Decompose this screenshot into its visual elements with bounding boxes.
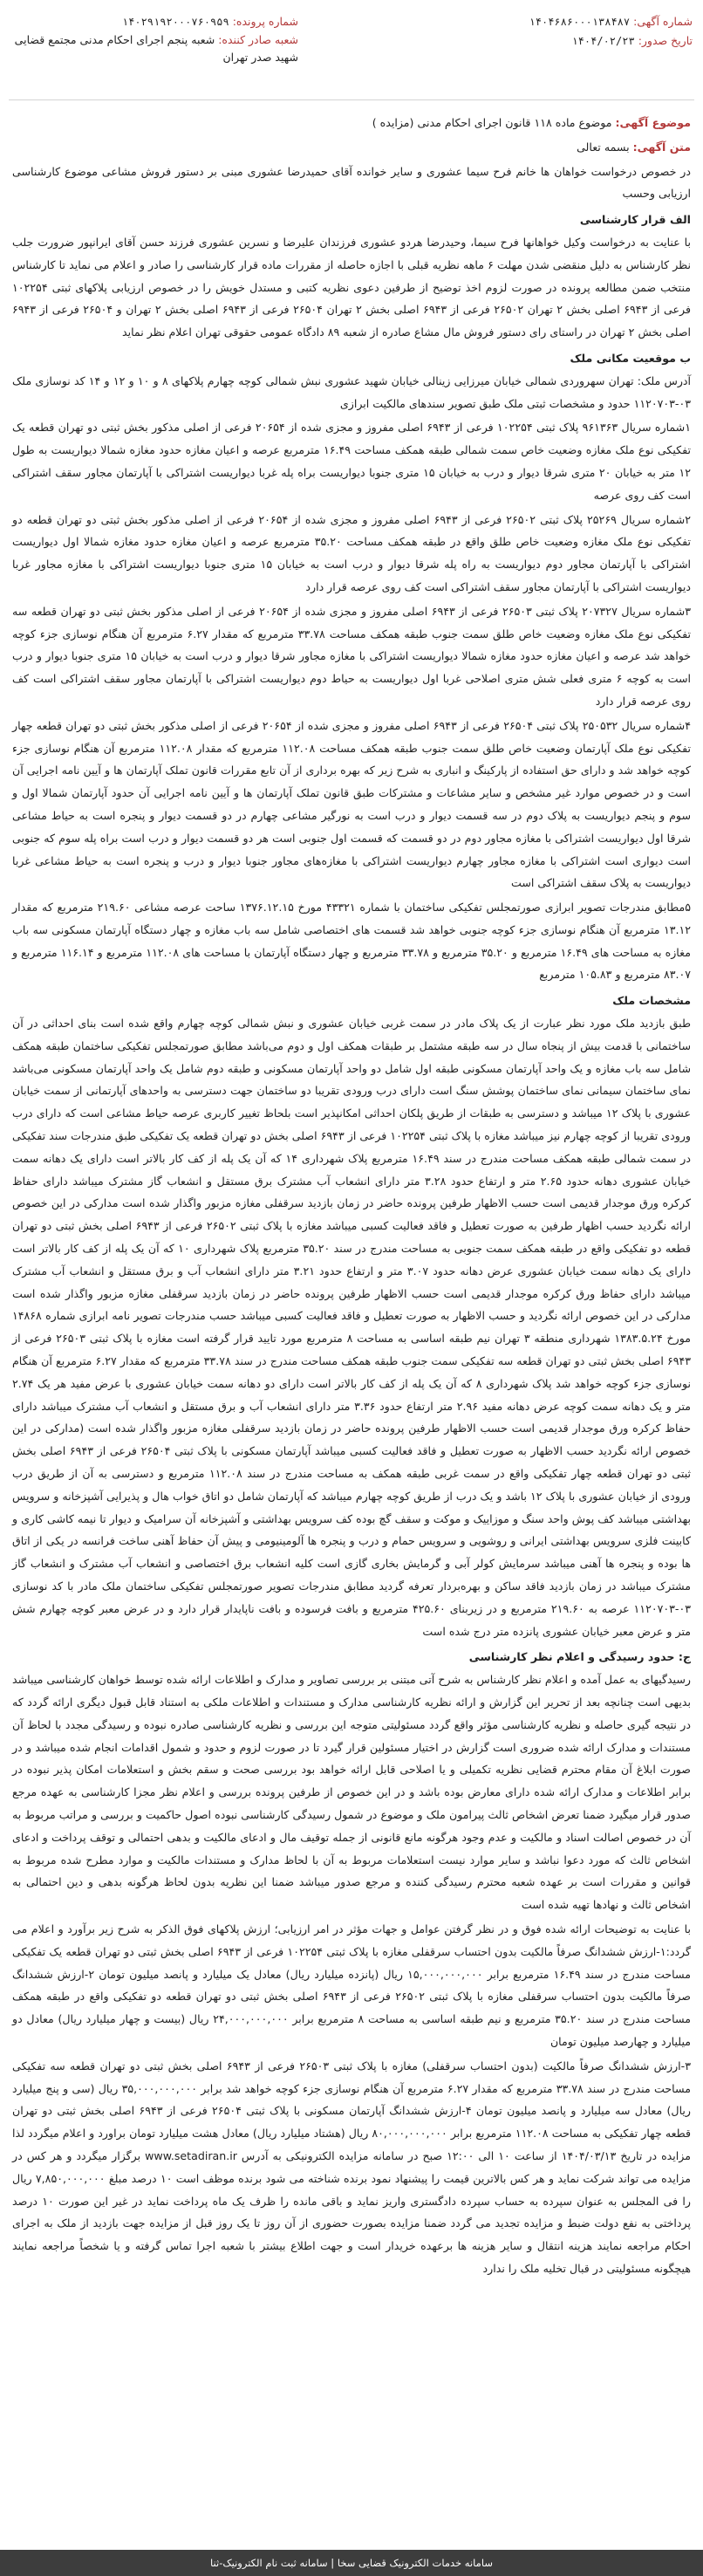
section-a-title: الف قرار کارشناسی [579, 213, 691, 227]
notice-header [10, 12, 693, 92]
section-b-title: ب موقعیت مکانی ملک [570, 351, 691, 365]
plaque-item-4: ۴شماره سریال ۲۵۰۵۳۲ پلاک ثبتی ۲۶۵۰۴ فرعی از ۶۹۴۳ اصلی مفروز و مجزی شده از ۲۰۶۵۴ فرعی از اصلی مذکور بخش ثبتی دو تهران قطعه چهار تفکیکی نوع ملک آپارتمان وضعیت خاص طلق سمت جنوب طبقه همکف مساحت ۱۱۲.۰۸ مترمربع که مقدار ۱۱۲.۰۸ مترمربع آن هنگام نوسازی جزء کوچه خواهد شد و دارای حق استفاده از پارکینگ و انباری به شرح زیر که بهره برداری از آن تابع مقررات قانون تملک آپارتمان ها و آیین نامه اجرایی آن است و در خصوص موارد غیر مشخص و سایر مشاعات و مشترکات طبق قانون تملک آپارتمان ها و آیین نامه اجرایی آن حدود آپارتمان شمالا اول و سوم و پنجم دیواریست به پلاک دوم در سه قسمت دیوار و درب است به نورگیر مشاعی چهارم در دو قسمت دیوار و پنجره است به حیاط مشاعی شرقا اول دیواریست اشتراکی با مغازه مجاور دوم در دو قسمت که قسمت اول جنوبی است هر دو قسمت دیوار و درب است براه پله سوم که جنوبی است دیواری است اشتراکی با مغازه مجاور چهارم دیواریست اشتراکی با مغازه‌های مجاور جنوبا دیوار و درب و پنجره است به حیاط مشاعی غربا دیواریست به پلاک سقف اشتراکی است [12, 718, 692, 890]
issuer-value: شعبه پنجم اجرای احکام مدنی مجتمع قضایی شهید صدر تهران [14, 33, 298, 64]
issuer-label: شعبه صادر کننده: [218, 33, 298, 46]
plaque-item-2: ۲شماره سریال ۲۵۲۶۹ پلاک ثبتی ۲۶۵۰۲ فرعی از ۶۹۴۳ اصلی مفروز و مجزی شده از ۲۰۶۵۴ فرعی از اصلی مذکور بخش ثبتی دو تهران قطعه دو تفکیکی نوع ملک مغازه وضعیت خاص طلق واقع در طبقه همکف مساحت ۳۵.۲۰ مترمربع عرصه و اعیان مغازه حدود مغازه شمالا اول دیواریست اشتراکی با آپارتمان مجاور دوم دیواریست به راه پله شرقا دیوار و درب است به خیابان ۱۵ متری جنوبا دیواریست اشتراکی با مغازه مجاور غربا دیواریست اشتراکی با آپارتمان مجاور سقف اشتراکی است کف روی عرصه قرار دارد [12, 512, 692, 593]
case-number-row [10, 12, 298, 31]
plaque-item-3: ۳شماره سریال ۲۰۷۳۲۷ پلاک ثبتی ۲۶۵۰۳ فرعی از ۶۹۴۳ اصلی مفروز و مجزی شده از ۲۰۶۵۴ فرعی از اصلی مذکور بخش ثبتی دو تهران قطعه سه تفکیکی نوع ملک مغازه وضعیت خاص طلق سمت جنوب طبقه همکف مساحت ۳۳.۷۸ مترمربع که مقدار ۶.۲۷ مترمربع آن هنگام نوسازی جزء کوچه خواهد شد عرصه و اعیان مغازه حدود مغازه شمالا دیواریست اشتراکی با مغازه مجاور شرقا دیوار و درب است به خیابان ۱۵ متری جنوبا دیوار و درب است به کوچه ۶ متری فعلی شش متری اصلاحی غربا اول دیواریست به حیاط دوم دیواریست اشتراکی با آپارتمان مجاور سقف اشتراکی است کف روی عرصه قرار دارد [12, 604, 692, 708]
header-right-column [431, 12, 693, 51]
subject-label: موضوع آگهی: [615, 116, 691, 129]
features-title: مشخصات ملک [612, 994, 691, 1008]
notice-body [12, 112, 691, 2282]
header-divider [9, 99, 694, 100]
valuation-paragraph: با عنایت به توضیحات ارائه شده فوق و در نظر گرفتن عوامل و جهات مؤثر در امر ارزیابی؛ ارزش پلاکهای فوق الذکر به شرح زیر برآورد و اعلام می گردد:۱-ارزش ششدانگ صرفاً مالکیت بدون احتساب سرقفلی مغازه با پلاک ثبتی ۱۰۲۲۵۴ فرعی از ۶۹۴۳ اصلی بخش ثبتی دو تهران قطعه یک تفکیکی مساحت مندرج در سند ۱۶.۴۹ مترمربع برابر ۱۵,۰۰۰,۰۰۰,۰۰۰ ریال (پانزده میلیارد ریال) معادل یک میلیارد و پانصد میلیون تومان ۲-ارزش ششدانگ صرفاً مالکیت بدون احتساب سرقفلی مغازه با پلاک ثبتی ۲۶۵۰۲ فرعی از ۶۹۴۳ اصلی بخش ثبتی دو تهران قطعه دو تفکیکی واقع در طبقه همکف مساحت مندرج در سند ۳۵.۲۰ مترمربع و نیم طبقه اساسی به مساحت ۸ مترمربع برابر ۲۴,۰۰۰,۰۰۰,۰۰۰ ریال (بیست و چهار میلیارد ریال) معادل دو میلیارد و چهارصد میلیون تومان [12, 1922, 691, 2048]
issuer-row [10, 31, 298, 66]
footer-text: سامانه خدمات الکترونیک قضایی سخا | سامانه ثبت نام الکترونیک-ثنا [210, 2557, 493, 2569]
property-address: آدرس ملک: تهران سهروردی شمالی خیابان میرزایی زینالی خیابان شهید عشوری نبش شمالی کوچه چهارم پلاکهای ۸ و ۱۰ و ۱۲ و ۱۴ کد نوسازی ملک ۰۳-۱۱۲۰۷۰۳ حدود و مشخصات ثبتی ملک طبق تصویر سندهای مالکیت ابرازی [12, 373, 692, 410]
ad-number-value: ۱۴۰۴۶۸۶۰۰۰۱۳۸۴۸۷ [529, 16, 631, 28]
section-c-paragraph: رسیدگیهای به عمل آمده و اعلام نظر کارشناس به شرح آتی مبتنی بر بررسی تصاویر و مدارک و اطلاعات ارائه شده توسط خواهان کارشناسی میباشد بدیهی است چنانچه بعد از تحریر این گزارش و ارائه نظریه کارشناسی مدارک و مستندات و اطلاعات ملکی به استناد قابل قبول دیگری ارائه گردد که در نتیجه گیری حاصله و نظریه کارشناسی مؤثر واقع گردد مسئولیتی متوجه این بررسی و نظریه کارشناسی صادره نبوده و رسیدگی مجدد با لحاظ آن مستندات و مدارک ارائه شده ضروری است گزارش در اختیار مسئولین قرار گیرد تا در صورت لزوم و حدود و شمول اقدامات انجام شده میباشد و در صورت ابلاغ آن مقام محترم قضایی نظریه تکمیلی و یا اصلاحی قابل ارائه خواهد بود بررسی صحت و سقم بخش و استعلامات امکان پذیر نبوده در برابر اطلاعات و مدارک ارائه شده دارای معارض بوده باشد و در این خصوص از طرفین پرونده بررسی و اعلام نظر مجزا کارشناسی به عهده مرجع صدور قرار میگیرد ضمنا تعرض اشخاص ثالث پیرامون ملک و موضوع در شمول رسیدگی کارشناسی نبوده اصول حاکمیت و بررسی و مراتب مربوط به آن در خصوص اصالت اسناد و مالکیت و عدم وجود هرگونه مانع قانونی از جمله توقیف مال و ادعای مالکیت و بدهی احتمالی و توقف پرداخت و ادعای اشخاص ثالث که مورد دعوا نباشد و سایر موارد نیست استعلامات مربوط به آن با لحاظ مدارک و مستندات مالکیت و موارد مطرح شده مربوط به قوانین و مقررات است بر عهده شعبه محترم رسیدگی کننده و مرجع صدور میباشد ضمنا این نظریه بدون لحاظ هرگونه بدهی و دین احتمالی به اشخاص ثالث و نهادها تهیه شده است [12, 1673, 691, 1912]
ad-number-label: شماره آگهی: [633, 15, 693, 28]
case-number-value: ۱۴۰۲۹۱۹۲۰۰۰۷۶۰۹۵۹ [121, 16, 229, 28]
issue-date-value: ۱۴۰۴/۰۲/۲۳ [571, 35, 635, 47]
site-footer [0, 2550, 703, 2576]
plaque-item-1: ۱شماره سریال ۹۶۱۳۶۳ پلاک ثبتی ۱۰۲۲۵۴ فرعی از ۶۹۴۳ اصلی مفروز و مجزی شده از ۲۰۶۵۴ فرعی از اصلی مذکور بخش ثبتی دو تهران قطعه یک تفکیکی نوع ملک مغازه وضعیت خاص سمت شمالی طبقه همکف مساحت ۱۶.۴۹ مترمربع عرصه و اعیان مغازه حدود مغازه شمالا دیواریست به طول ۱۲ متر به خیابان ۲۰ متری شرقا دیوار و درب به خیابان ۱۵ متری جنوبا دیواریست براه پله غربا دیواریست اشتراکی با آپارتمان مجاور سقف اشتراکی است کف روی عرصه [12, 421, 692, 502]
notice-text-label: متن آگهی: [632, 140, 691, 154]
greeting: بسمه تعالی [577, 140, 630, 154]
intro-heading [12, 136, 691, 159]
issue-date-label: تاریخ صدور: [638, 34, 693, 47]
case-number-label: شماره پرونده: [232, 15, 298, 28]
subject-value: موضوع ماده ۱۱۸ قانون اجرای احکام مدنی (مزایده ) [372, 116, 612, 129]
subject-line [12, 112, 691, 134]
issue-date-row [431, 31, 693, 51]
intro-paragraph: در خصوص درخواست خواهان ها خانم فرح سیما عشوری و سایر خوانده آقای حمیدرضا عشوری مبنی بر دستور فروش مشاعی موضوع کارشناسی ارزیابی وحسب [12, 164, 691, 201]
ad-number-row [431, 12, 693, 31]
separation-record: ۵مطابق مندرجات تصویر ابرازی صورتمجلس تفکیکی ساختمان با شماره ۴۳۳۲۱ مورخ ۱۳۷۶.۱۲.۱۵ ساحت عرصه مشاعی ۲۱۹.۶۰ مترمربع که مقدار ۱۳.۱۲ مترمربع آن هنگام نوسازی جزء کوچه جنوبی خواهد شد قسمت های اختصاصی شامل سه باب مغازه و چهار دستگاه آپارتمان مسکونی سه باب مغازه به مساحت های ۱۶.۴۹ مترمربع و ۳۵.۲۰ مترمربع و ۳۳.۷۸ مترمربع و چهار دستگاه آپارتمان با مساحت های ۱۱۲.۰۸ مترمربع و ۱۱۶.۱۴ مترمربع و ۸۳.۰۷ مترمربع و ۱۰۵.۸۳ مترمربع [12, 901, 691, 982]
features-paragraph: طبق بازدید ملک مورد نظر عبارت از یک پلاک مادر در سمت غربی خیابان عشوری و نبش شمالی کوچه چهارم واقع شده است بنای احداثی در آن ساختمانی با قدمت بیش از پنجاه سال در سه طبقه مشتمل بر طبقات همکف اول و دوم می‌باشد مطابق صورتمجلس تفکیکی ساختمان طبقه همکف شامل سه باب مغازه و یک واحد آپارتمان مسکونی طبقه اول شامل دو واحد آپارتمان مسکونی و طبقه دوم شامل یک واحد آپارتمان مسکونی می‌باشد نمای ساختمان سیمانی نمای ساختمان پوشش سنگ است دارای درب ورودی تقریبا دو ساختمان جهت دسترسی به واحدهای آپارتمانی از سمت خیابان عشوری با پلاک ۱۲ میباشد و دسترسی به طبقات از طریق پلکان احداثی امکانپذیر است بلحاظ تغییر کاربری عرصه حیاط مشاعی است که دارای درب ورودی تقریبا از کوچه چهارم نیز میباشد مغازه با پلاک ثبتی ۱۰۲۲۵۴ فرعی از ۶۹۴۳ اصلی بخش دو تهران قطعه یک تفکیکی طبق مندرجات سند تفکیکی در سمت شمالی طبقه همکف مساحت مندرج در سند ۱۶.۴۹ مترمربع پلاک شهرداری ۱۴ که آن یک پله از کف کار بالاتر است دارای یک دهانه سمت خیابان عشوری دهانه حدود ۲.۶۵ متر و ارتفاع حدود ۳.۲۸ متر دارای انشعاب آب مشترک برق مستقل و انشعاب گاز مشترک میباشد دارای حفاظ کرکره ورق موجدار قدیمی است حسب الاظهار طرفین پرونده حاضر در زمان بازدید سرقفلی مغازه مزبور واگذار شده است مدارکی در این خصوص ارائه نگردید حسب اظهار طرفین به صورت تعطیل و فاقد فعالیت کسبی میباشد مغازه با پلاک ثبتی ۲۶۵۰۲ فرعی از ۶۹۴۳ اصلی بخش ثبتی دو تهران قطعه دو تفکیکی واقع در طبقه همکف سمت جنوبی به مساحت مندرج در سند ۳۵.۲۰ مترمربع پلاک شهرداری ۱۰ که آن یک پله از کف کار بالاتر است دارای یک دهانه سمت خیابان عشوری عرض دهانه حدود ۳.۰۷ متر و ارتفاع حدود ۳.۲۱ متر دارای انشعاب آب و برق مستقل و انشعاب آب مشترک میباشد دارای حفاظ ورق کرکره موجدار قدیمی است حسب الاظهار طرفین پرونده حاضر در زمان بازدید سرقفلی مغازه مزبور واگذار شده است مدارکی در این خصوص ارائه نگردید و حسب الاظهار به صورت تعطیل و فاقد فعالیت کسبی میباشد حسب مندرجات تصویر نامه ابرازی شماره ۱۴۸۶۸ مورخ ۱۳۸۳.۵.۲۴ شهرداری منطقه ۳ تهران نیم طبقه اساسی به مساحت ۸ مترمربع مورد تایید قرار گرفته است مغازه با پلاک ثبتی ۲۶۵۰۳ فرعی از ۶۹۴۳ اصلی بخش ثبتی دو تهران قطعه سه تفکیکی سمت جنوب طبقه همکف مساحت مندرج در سند ۳۳.۷۸ مترمربع که مقدار ۶.۲۷ مترمربع آن هنگام نوسازی جزء کوچه خواهد شد پلاک شهرداری ۸ که آن یک پله از کف کار بالاتر است دارای دو دهانه سمت خیابان عشوری با عرض مفید هر یک ۲.۷۴ متر و یک دهانه سمت کوچه عرض دهانه مفید ۲.۹۶ متر ارتفاع حدود ۳.۳۶ متر دارای انشعاب آب و برق مستقل و انشعاب آب مشترک میباشد دارای حفاظ کرکره ورق موجدار قدیمی است حسب الاظهار طرفین پرونده حاضر در زمان بازدید سرقفلی مغازه مزبور واگذار شده است (مدارکی در این خصوص ارائه نگردید حسب الاظهار به صورت تعطیل و فاقد فعالیت کسبی میباشد آپارتمان مسکونی با پلاک ثبتی ۲۶۵۰۴ فرعی از ۶۹۴۳ اصلی بخش ثبتی دو تهران قطعه چهار تفکیکی واقع در سمت غربی طبقه همکف به مساحت مندرج در سند ۱۱۲.۰۸ مترمربع و دسترسی به آن از طریق درب ورودی از خیابان عشوری با پلاک ۱۲ باشد و یک درب از طریق کوچه چهارم میباشد که آپارتمان شامل دو اتاق خواب هال و پذیرایی آشپزخانه و سرویس بهداشتی میباشد کف پوش واحد سنگ و موزاییک و موکت و سقف گچ بوده کف سرویس بهداشتی و آشپزخانه آن سرامیک و دیوار تا نیمه کاشی کاری و کابینت فلزی سرویس بهداشتی ایرانی و روشویی و سرویس حمام و درب و پنجره ها آلومینیومی و پیش آن حفاظ آهنی ساخت فرانسه در یکی از اتاق ها بوده و پنجره ها آهنی میباشد سرمایش کولر آبی و گرمایش بخاری گازی است کلیه انشعاب برق اختصاصی و انشعاب آب مشترک و انشعاب گاز مشترک میباشد در زمان بازدید فاقد ساکن و بهره‌بردار تعرفه گردید مطابق مندرجات تصویر صورتمجلس تفکیکی ساختمان ملک مادر با کد نوسازی ۰۳-۱۱۲۰۷۰۳ عرصه به ۲۱۹.۶۰ مترمربع و در زیربنای ۴۲۵.۶۰ مترمربع و بافت فرسوده و بافت ناپایدار قرار دارد و در عرض معبر کوچه چهارم شش متر و عرض معبر خیابان عشوری پانزده متر درج شده است [12, 1017, 692, 1638]
section-a-paragraph: با عنایت به درخواست وکیل خواهانها فرح سیما، وحیدرضا هردو عشوری فرزندان علیرضا و نسرین عشوری فرزند حسن آقای ایرانپور ضرورت جلب نظر کارشناس به دلیل منقضی شدن مهلت ۶ ماهه نظریه قبلی با اجازه حاصله از مقررات ماده قرار کارشناسی را صادر و اعلام می نماید تا کارشناس منتخب ضمن مطالعه پرونده در صورت لزوم اخذ توضیح از طرفین دعوی نظریه کتبی و مستدل خویش را در خصوص ارزیابی پلاکهای ثبتی ۱۰۲۲۵۴ فرعی از ۶۹۴۳ اصلی بخش ۲ تهران ۲۶۵۰۲ فرعی از ۶۹۴۳ اصلی بخش ۲ تهران ۲۶۵۰۴ فرعی از ۶۹۴۳ اصلی بخش ۲ تهران و ۲۶۵۰۴ فرعی از ۶۹۴۳ اصلی بخش ۲ تهران در راستای رای دستور فروش مال مشاع صادره از شعبه ۸۹ دادگاه عمومی حقوقی تهران اعلام نظر نماید [12, 235, 692, 339]
header-left-column [10, 12, 298, 66]
valuation-paragraph-2: ۳-ارزش ششدانگ صرفاً مالکیت (بدون احتساب سرقفلی) مغازه با پلاک ثبتی ۲۶۵۰۳ فرعی از ۶۹۴۳ اصلی بخش ثبتی دو تهران قطعه سه تفکیکی مساحت مندرج در سند ۳۳.۷۸ مترمربع که مقدار ۶.۲۷ مترمربع آن هنگام نوسازی جزء کوچه خواهد شد برابر ۳۵,۰۰۰,۰۰۰,۰۰۰ ریال (سی و پنج میلیارد ریال) معادل سه میلیارد و پانصد میلیون تومان ۴-ارزش ششدانگ آپارتمان مسکونی با پلاک ثبتی ۲۶۵۰۴ فرعی از ۶۹۴۳ اصلی بخش ثبتی دو تهران قطعه چهار تفکیکی به مساحت ۱۱۲.۰۸ مترمربع برابر ۸۰,۰۰۰,۰۰۰,۰۰۰ ریال (هشتاد میلیارد ریال) معادل هشت میلیارد تومان براورد و اعلام میگردد لذا مزایده در تاریخ ۱۴۰۴/۰۳/۱۳ از ساعت ۱۰ الی ۱۲:۰۰ صبح در سامانه مزایده الکترونیکی به آدرس www.setadiran.ir برگزار میگردد و هر کس در مزایده می تواند شرکت نماید و هر کس بالاترین قیمت را پیشنهاد نمود برنده شناخته می شود برنده موظف است ۱۰ درصد مبلغ ۷,۸۵۰,۰۰۰,۰۰۰ ریال را فی المجلس به عنوان سپرده به حساب سپرده دادگستری واریز نماید و باقی مانده را ظرف یک ماه پرداخت نماید در غیر این صورت ۱۰ درصد پرداختی به نفع دولت ضبط و مزایده تجدید می گردد ضمنا مزایده بصورت حضوری از آن روز تا یک روز قبل از مزایده جهت بازدید از ملک به اجرای احکام مراجعه نمایند هزینه انتقال و سایر هزینه ها برعهده خریدار است و جهت اطلاع بیشتر با شعبه اجرا تماس گرفته و یا شخصاً مراجعه نمایند هیچگونه مسئولیتی در قبال تخلیه ملک را ندارد [12, 2059, 692, 2275]
section-c-title: ج: حدود رسیدگی و اعلام نظر کارشناسی [468, 1650, 691, 1664]
